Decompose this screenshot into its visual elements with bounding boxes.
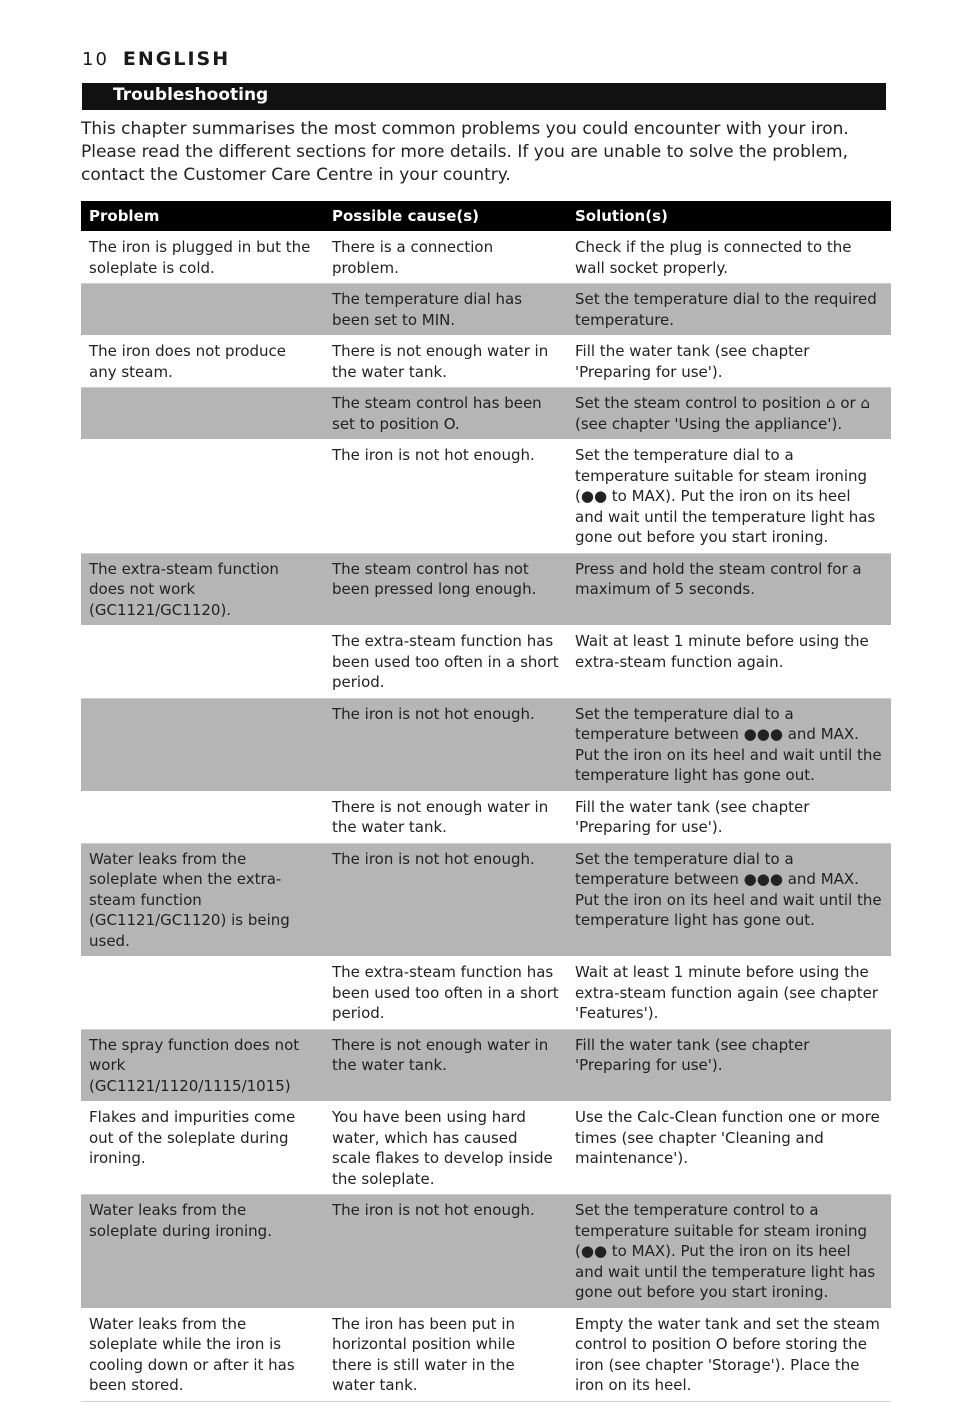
cell-solution: Fill the water tank (see chapter 'Preparing for use'). xyxy=(567,1029,891,1102)
cell-solution: Set the temperature dial to a temperature between ●●● and MAX. Put the iron on its heel and wait until the temperature light has gone out. xyxy=(567,698,891,791)
table-row xyxy=(81,698,891,791)
cell-problem: Water leaks from the soleplate during ironing. xyxy=(81,1195,324,1309)
cell-solution: Fill the water tank (see chapter 'Preparing for use'). xyxy=(567,791,891,843)
cell-problem xyxy=(81,440,324,554)
cell-cause: There is not enough water in the water tank. xyxy=(324,336,567,388)
cell-cause: The iron is not hot enough. xyxy=(324,843,567,957)
cell-solution: Set the temperature dial to the required temperature. xyxy=(567,284,891,336)
cell-problem: The extra-steam function does not work (GC1121/GC1120). xyxy=(81,553,324,626)
table-row xyxy=(81,1102,891,1195)
table-row xyxy=(81,1029,891,1102)
header-solution: Solution(s) xyxy=(567,201,891,232)
section-title-bar xyxy=(82,83,886,110)
cell-problem: Flakes and impurities come out of the soleplate during ironing. xyxy=(81,1102,324,1195)
cell-problem xyxy=(81,957,324,1030)
table-row xyxy=(81,791,891,843)
cell-cause: The iron is not hot enough. xyxy=(324,440,567,554)
cell-cause: The iron is not hot enough. xyxy=(324,1195,567,1309)
intro-paragraph: This chapter summarises the most common problems you could encounter with your iron. Please read the different sections for more details. If you are unable to solve the problem, contact the Customer Care Centre in your country. xyxy=(81,119,849,185)
cell-cause: You have been using hard water, which has caused scale flakes to develop inside the soleplate. xyxy=(324,1102,567,1195)
cell-solution: Set the temperature dial to a temperature suitable for steam ironing (●● to MAX). Put the iron on its heel and wait until the temperature light has gone out before you start ironing. xyxy=(567,440,891,554)
cell-cause: The extra-steam function has been used too often in a short period. xyxy=(324,626,567,699)
cell-problem xyxy=(81,698,324,791)
cell-problem xyxy=(81,626,324,699)
table-row xyxy=(81,336,891,388)
table-row xyxy=(81,232,891,284)
cell-solution: Check if the plug is connected to the wall socket properly. xyxy=(567,232,891,284)
cell-problem: The iron is plugged in but the soleplate is cold. xyxy=(81,232,324,284)
language-label: ENGLISH xyxy=(122,48,231,70)
cell-solution: Set the temperature control to a temperature suitable for steam ironing (●● to MAX). Put the iron on its heel and wait until the temperature light has gone out before you start ironing. xyxy=(567,1195,891,1309)
table-row xyxy=(81,1195,891,1309)
section-title: Troubleshooting xyxy=(113,85,269,105)
cell-cause: The temperature dial has been set to MIN. xyxy=(324,284,567,336)
cell-solution: Use the Calc-Clean function one or more times (see chapter 'Cleaning and maintenance'). xyxy=(567,1102,891,1195)
table-row xyxy=(81,957,891,1030)
table-row xyxy=(81,388,891,440)
cell-solution: Set the steam control to position ⌂ or ⌂ (see chapter 'Using the appliance'). xyxy=(567,388,891,440)
cell-solution: Wait at least 1 minute before using the extra-steam function again. xyxy=(567,626,891,699)
cell-cause: The steam control has not been pressed long enough. xyxy=(324,553,567,626)
cell-cause: There is not enough water in the water tank. xyxy=(324,1029,567,1102)
cell-solution: Set the temperature dial to a temperature between ●●● and MAX. Put the iron on its heel and wait until the temperature light has gone out. xyxy=(567,843,891,957)
cell-solution: Press and hold the steam control for a maximum of 5 seconds. xyxy=(567,553,891,626)
header-problem: Problem xyxy=(81,201,324,232)
cell-problem xyxy=(81,388,324,440)
cell-cause: The iron is not hot enough. xyxy=(324,698,567,791)
table-header-row xyxy=(81,201,891,232)
table-row xyxy=(81,843,891,957)
table-row xyxy=(81,440,891,554)
page-header xyxy=(82,48,230,74)
cell-cause: The steam control has been set to position O. xyxy=(324,388,567,440)
cell-problem xyxy=(81,791,324,843)
cell-cause: The iron has been put in horizontal position while there is still water in the water tank. xyxy=(324,1308,567,1401)
cell-cause: There is a connection problem. xyxy=(324,232,567,284)
cell-problem xyxy=(81,284,324,336)
table-body xyxy=(81,232,891,1402)
cell-problem: Water leaks from the soleplate while the iron is cooling down or after it has been stored. xyxy=(81,1308,324,1401)
cell-solution: Fill the water tank (see chapter 'Preparing for use'). xyxy=(567,336,891,388)
cell-problem: The iron does not produce any steam. xyxy=(81,336,324,388)
table-row xyxy=(81,553,891,626)
header-cause: Possible cause(s) xyxy=(324,201,567,232)
page-number: 10 xyxy=(82,49,109,70)
cell-cause: There is not enough water in the water tank. xyxy=(324,791,567,843)
cell-solution: Wait at least 1 minute before using the extra-steam function again (see chapter 'Features'). xyxy=(567,957,891,1030)
cell-problem: The spray function does not work (GC1121/1120/1115/1015) xyxy=(81,1029,324,1102)
cell-solution: Empty the water tank and set the steam control to position O before storing the iron (see chapter 'Storage'). Place the iron on its heel. xyxy=(567,1308,891,1401)
troubleshooting-table xyxy=(81,201,891,1402)
cell-problem: Water leaks from the soleplate when the extra-steam function (GC1121/GC1120) is being used. xyxy=(81,843,324,957)
cell-cause: The extra-steam function has been used too often in a short period. xyxy=(324,957,567,1030)
table-row xyxy=(81,284,891,336)
table-row xyxy=(81,626,891,699)
